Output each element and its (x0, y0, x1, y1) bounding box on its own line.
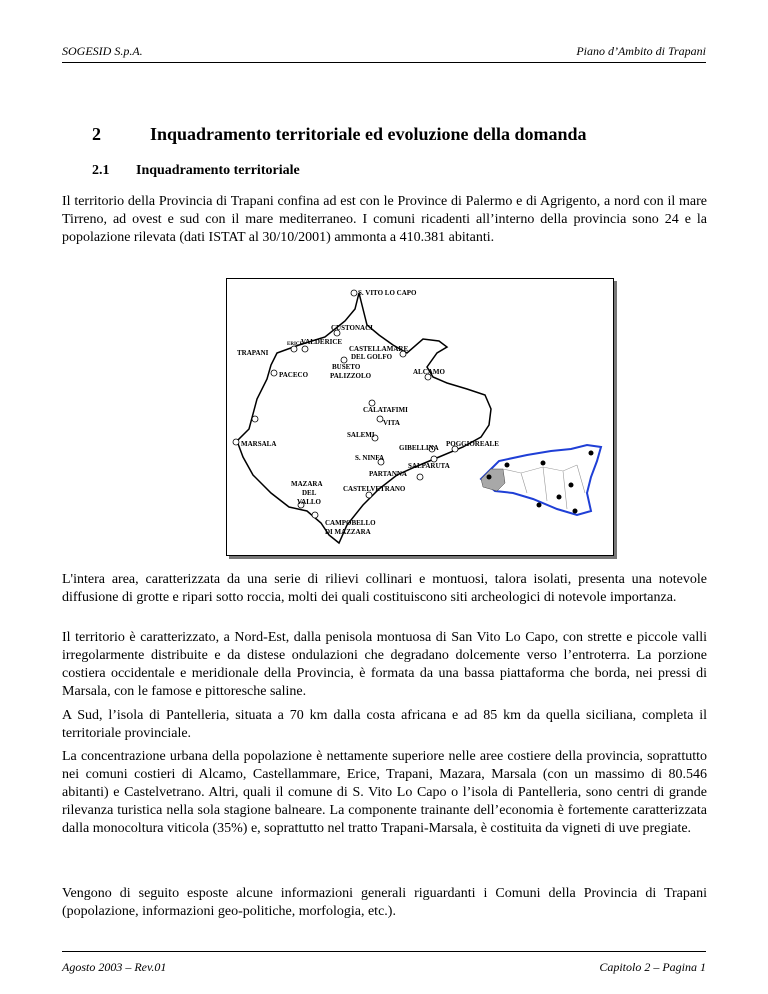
town-label: TRAPANI (237, 349, 269, 357)
province-map (226, 278, 614, 556)
capital-dot (541, 461, 546, 466)
town-label: ALCAMO (413, 368, 445, 376)
province-map-svg (227, 279, 613, 555)
town-label: MAZARA (291, 480, 323, 488)
town-marker (302, 346, 308, 352)
capital-dot (557, 495, 562, 500)
town-label: PACECO (279, 371, 309, 379)
town-label: CALATAFIMI (363, 406, 408, 414)
footer-rule (62, 951, 706, 952)
sicily-province-fill (481, 469, 505, 491)
capital-dot (537, 503, 542, 508)
town-label: VALDERICE (301, 338, 343, 346)
town-label: CAMPOBELLO (325, 519, 376, 527)
town-label: BUSETO (332, 363, 361, 371)
town-label: CUSTONACI (331, 324, 373, 332)
capital-dot (505, 463, 510, 468)
section-number: 2.1 (92, 163, 110, 178)
town-label: CASTELLAMARE (349, 345, 409, 353)
capital-dot (487, 475, 492, 480)
town-label: CASTELVETRANO (343, 485, 406, 493)
footer-left: Agosto 2003 – Rev.01 (62, 960, 167, 974)
town-label: MARSALA (241, 440, 277, 448)
chapter-title: Inquadramento territoriale ed evoluzione della domanda (150, 124, 587, 144)
town-marker (233, 439, 239, 445)
town-label: PARTANNA (369, 470, 407, 478)
town-label: DEL GOLFO (351, 353, 393, 361)
sicily-inner-borders (503, 465, 585, 509)
header-rule (62, 62, 706, 63)
town-label: S. NINFA (355, 454, 385, 462)
town-label: SALPARUTA (408, 462, 450, 470)
paragraph-closing: Vengono di seguito esposte alcune informazioni generali riguardanti i Comuni della Provincia di Trapani (popolazione, informazioni geo-politiche, morfologia, etc.). (62, 886, 707, 919)
town-marker (312, 512, 318, 518)
town-label: DEL (302, 489, 317, 497)
paragraph-territory: Il territorio è caratterizzato, a Nord-Est, dalla penisola montuosa di San Vito Lo Capo, con strette e piccole valli irregolarmente distribuite e da distese ondulazioni che degradano dolcemente verso l’entroterra. La porzione costiera occidentale e meridionale della Provincia, è formata da una bassa piattaforma che borda, nei pressi di Marsala, con le famose e pittoresche saline. (62, 630, 707, 699)
town-label: GIBELLINA (399, 444, 439, 452)
town-marker (351, 290, 357, 296)
footer-right: Capitolo 2 – Pagina 1 (599, 960, 706, 974)
paragraph-population: La concentrazione urbana della popolazione è nettamente superiore nelle aree costiere della provincia, soprattutto nei comuni costieri di Alcamo, Castellammare, Erice, Trapani, Mazara, Marsala (con un massimo di 80.546 abitanti) e Castelvetrano. Altri, quali il comune di S. Vito Lo Capo o l’isola di Pantelleria, sono centri di grande rilevanza turistica nella sola stagione balneare. La componente trainante dell’economia è fortemente caratterizzata dalla monocoltura viticola (35%) e, soprattutto nel tratto Trapani-Marsala, è costituita da vigneti di uve pregiate. (62, 749, 707, 836)
town-marker (271, 370, 277, 376)
town-label: VITA (383, 419, 400, 427)
town-label: VALLO (297, 498, 321, 506)
capital-dot (573, 509, 578, 514)
town-label: PALIZZOLO (330, 372, 372, 380)
town-label: POGGIOREALE (446, 440, 499, 448)
header-right: Piano d’Ambito di Trapani (576, 44, 706, 58)
capital-dot (589, 451, 594, 456)
header-left: SOGESID S.p.A. (62, 44, 143, 58)
paragraph-intro: Il territorio della Provincia di Trapani confina ad est con le Province di Palermo e di Agrigento, a nord con il mare Tirreno, ad ovest e sud con il mare mediterraneo. I comuni ricadenti all’interno della provincia sono 24 e la popolazione rilevata (dati ISTAT al 30/10/2001) ammonta a 410.381 abitanti. (62, 194, 707, 245)
chapter-number: 2 (92, 124, 101, 144)
town-marker (417, 474, 423, 480)
town-label: S. VITO LO CAPO (358, 289, 417, 297)
paragraph-relief: L'intera area, caratterizzata da una serie di rilievi collinari e montuosi, talora isolati, presenta una notevole diffusione di grotte e ripari sotto roccia, molti dei quali costituiscono siti archeologici di notevole importanza. (62, 572, 707, 605)
paragraph-pantelleria: A Sud, l’isola di Pantelleria, situata a 70 km dalla costa africana e ad 85 km da quella siciliana, completa il territoriale provinciale. (62, 708, 707, 741)
town-label: DI MAZZARA (325, 528, 371, 536)
section-title: Inquadramento territoriale (136, 163, 300, 178)
town-label: ERICE (287, 342, 303, 347)
capital-dot (569, 483, 574, 488)
town-label: SALEMI (347, 431, 375, 439)
town-marker (252, 416, 258, 422)
